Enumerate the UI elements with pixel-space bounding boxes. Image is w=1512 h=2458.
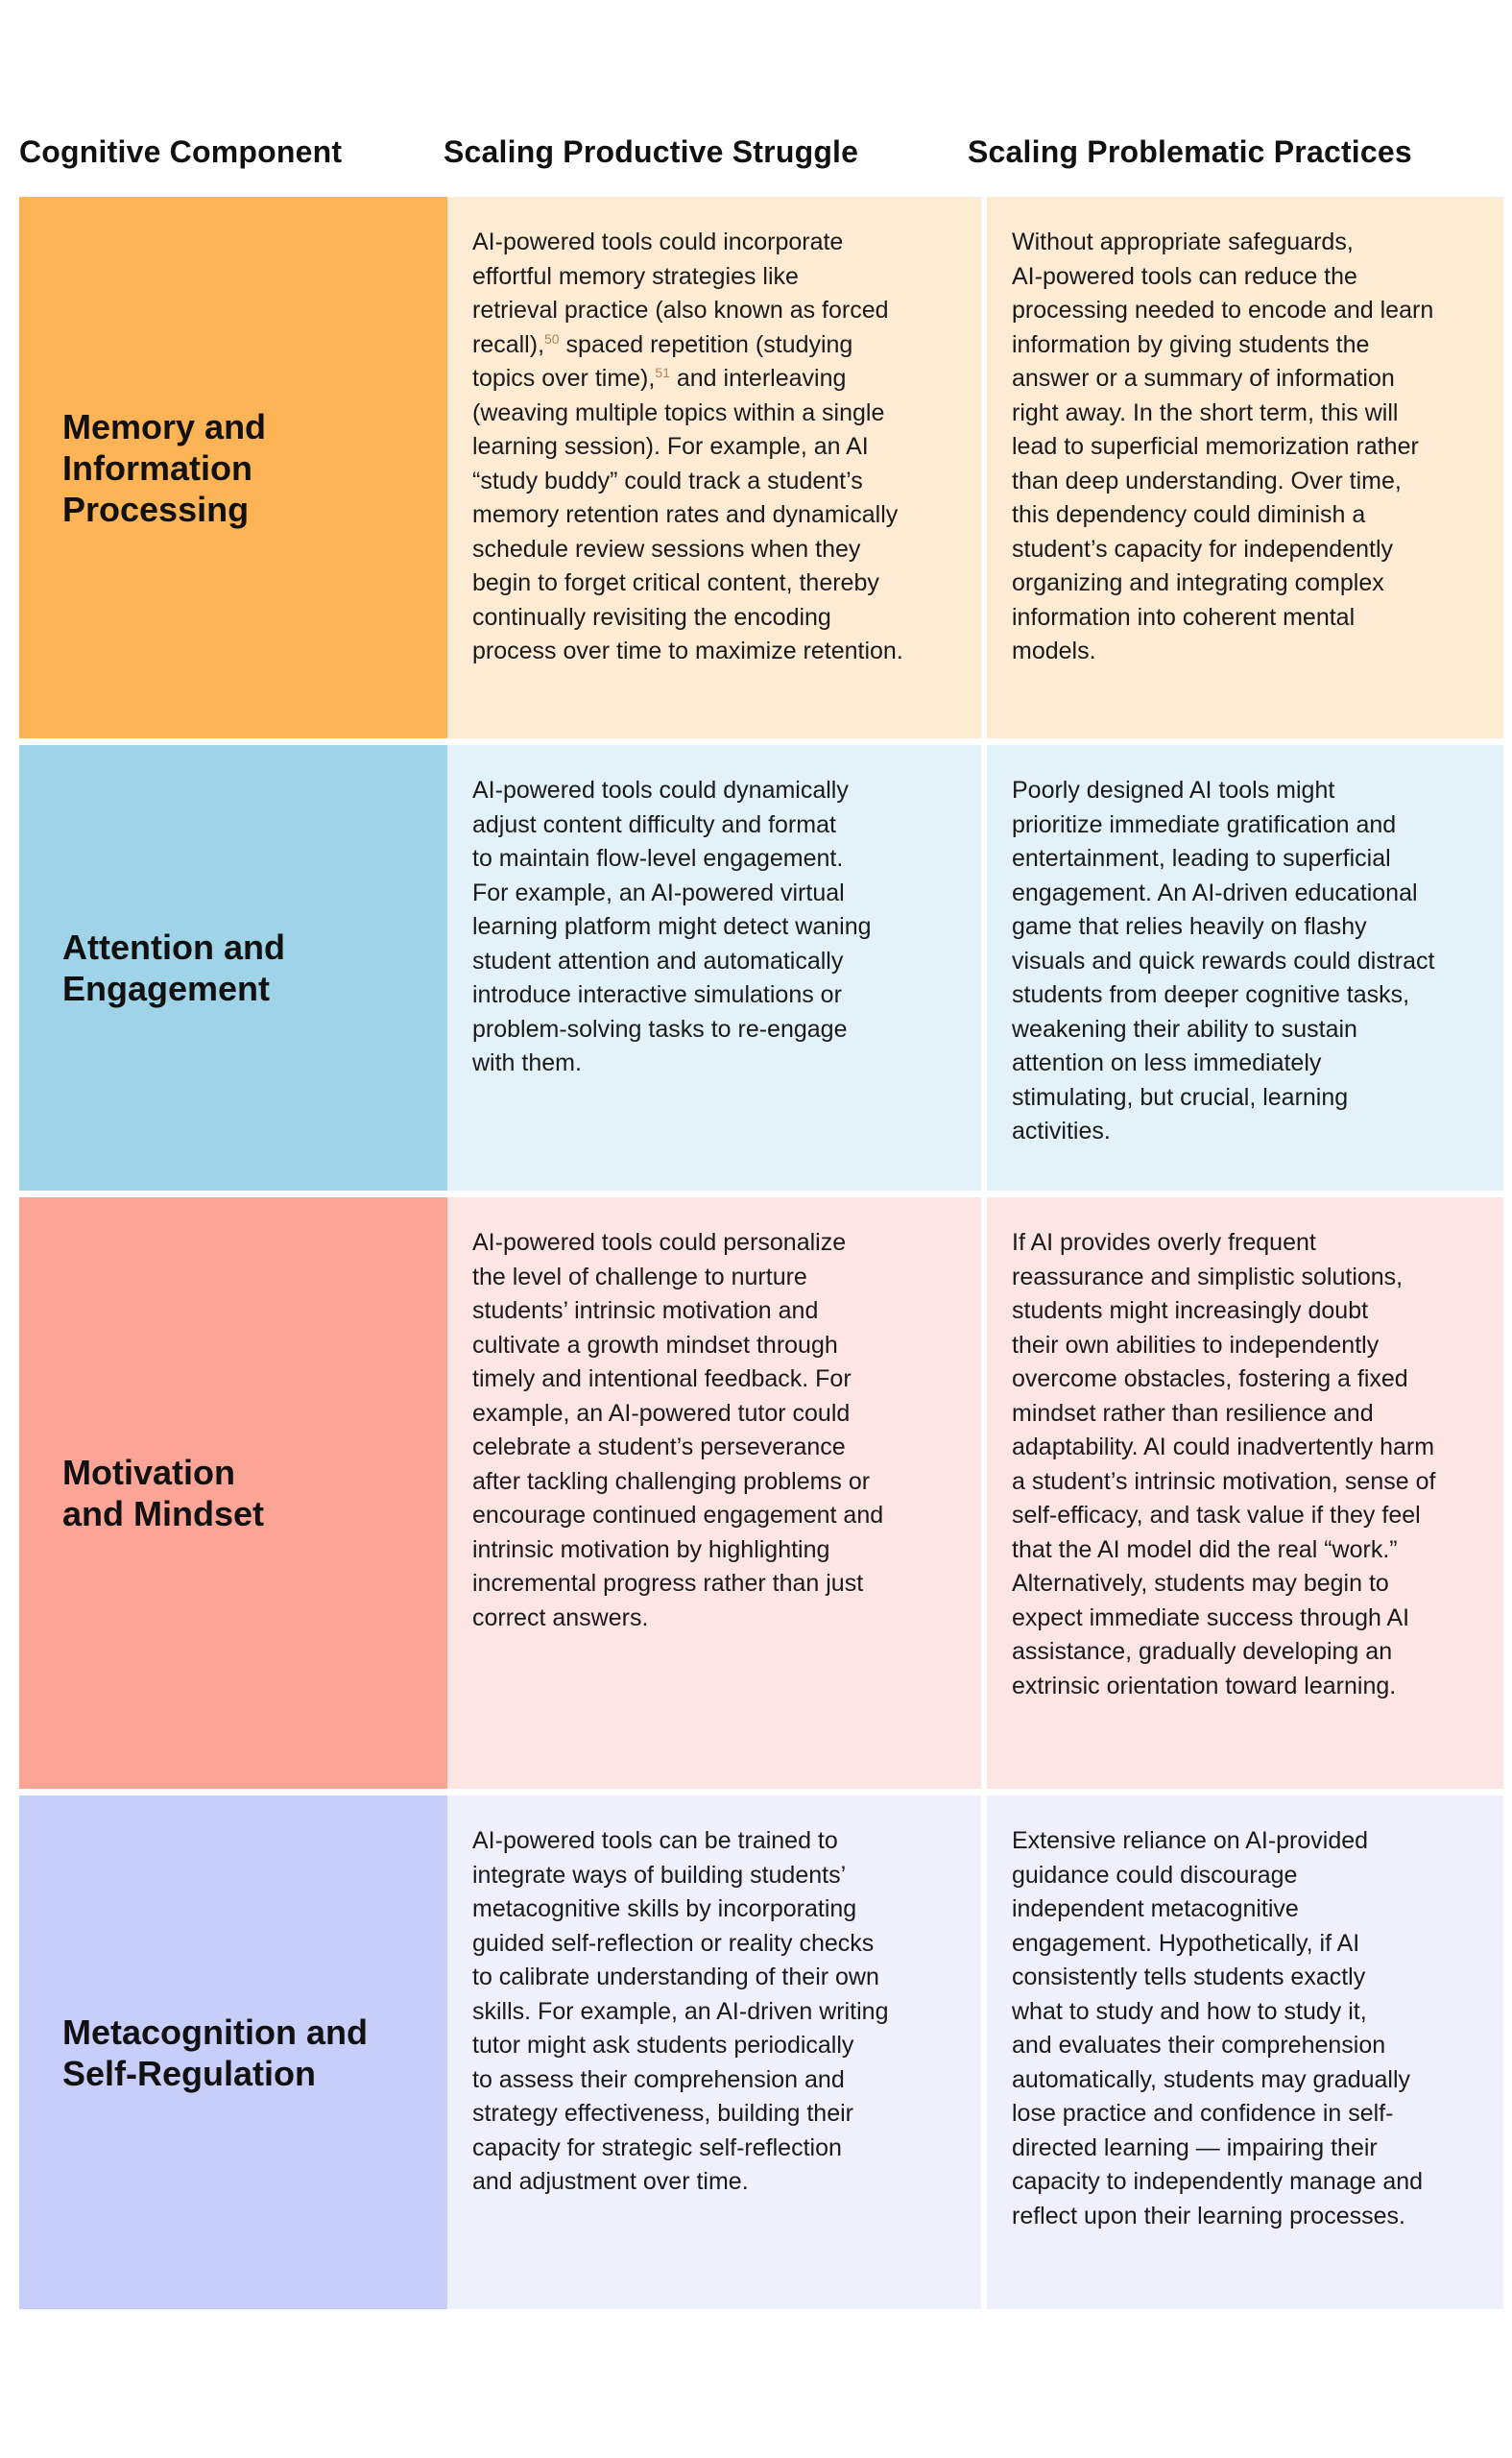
productive-struggle-text: AI-powered tools could dynamically adjust content difficulty and format to maintain flow-level engagement. For example, an AI-powered virtual learning platform might detect waning student attention and automatically introduce interactive simulations or problem-solving tasks to re-engage with them. (472, 777, 872, 1076)
productive-struggle-cell (447, 745, 981, 1191)
footnote-ref[interactable]: 50 (544, 330, 560, 347)
table-row-attention (19, 745, 1488, 1191)
productive-struggle-cell (447, 1795, 981, 2309)
productive-struggle-text: AI-powered tools could personalize the level of challenge to nurture students’ intrinsic motivation and cultivate a growth mindset through timely and intentional feedback. For example, an AI-powered tutor could celebrate a student’s perseverance after tackling challenging problems or encourage continued engagement and intrinsic motivation by highlighting incremental progress rather than just correct answers. (472, 1229, 884, 1631)
component-cell (19, 197, 447, 738)
productive-struggle-cell (447, 1197, 981, 1789)
component-label: Attention and Engagement (62, 928, 285, 1008)
problematic-practices-text: Without appropriate safeguards, AI-powered tools can reduce the processing needed to encode and learn information by giving students the answer or a summary of information right away. In the short term, this will lead to superficial memorization rather than deep understanding. Over time, this dependency could diminish a student’s capacity for independently organizing and integrating complex information into coherent mental models. (1012, 229, 1434, 664)
header-cognitive-component: Cognitive Component (19, 134, 343, 169)
problematic-practices-cell (987, 1197, 1503, 1789)
productive-struggle-text: AI-powered tools could incorporate effortful memory strategies like retrieval practice (also known as forced recall),$^{50}$ spaced repetition (studying topics over time),$^{51}$ and interleaving (weaving multiple topics within a single learning session). For example, an AI “study buddy” could track a student’s memory retention rates and dynamically schedule review sessions when they begin to forget critical content, thereby continually revisiting the encoding process over time to maximize retention. (472, 229, 903, 664)
component-cell (19, 745, 447, 1191)
comparison-table (19, 134, 1488, 2316)
component-label: Memory and Information Processing (62, 406, 267, 529)
problematic-practices-text: If AI provides overly frequent reassurance and simplistic solutions, students might increasingly doubt their own abilities to independently overcome obstacles, fostering a fixed mindset rather than resilience and adaptability. AI could inadvertently harm a student’s intrinsic motivation, sense of self-efficacy, and task value if they feel that the AI model did the real “work.” Alternatively, students may begin to expect immediate success through AI assistance, gradually developing an extrinsic orientation toward learning. (1012, 1229, 1436, 1699)
productive-struggle-cell (447, 197, 981, 738)
problematic-practices-text: Extensive reliance on AI-provided guidance could discourage independent metacognitive engagement. Hypothetically, if AI consistently tells students exactly what to study and how to study it, and evaluates their comprehension automatically, students may gradually lose practice and confidence in self- directed learning — impairing their capacity to independently manage and reflect upon their learning processes. (1012, 1827, 1424, 2229)
problematic-practices-text: Poorly designed AI tools might prioritize immediate gratification and entertainment, leading to superficial engagement. An AI-driven educational game that relies heavily on flashy visuals and quick rewards could distract students from deeper cognitive tasks, weakening their ability to sustain attention on less immediately stimulating, but crucial, learning activities. (1012, 777, 1435, 1145)
table-row-memory (19, 197, 1488, 738)
productive-struggle-text: AI-powered tools can be trained to integrate ways of building students’ metacognitive skills by incorporating guided self-reflection or reality checks to calibrate understanding of their own skills. For example, an AI-driven writing tutor might ask students periodically to assess their comprehension and strategy effectiveness, building their capacity for strategic self-reflection and adjustment over time. (472, 1827, 889, 2195)
problematic-practices-cell (987, 745, 1503, 1191)
component-cell (19, 1197, 447, 1789)
component-label: Motivation and Mindset (62, 1453, 265, 1533)
problematic-practices-cell (987, 1795, 1503, 2309)
footnote-ref[interactable]: 51 (655, 365, 670, 380)
header-scaling-productive-struggle: Scaling Productive Struggle (444, 134, 859, 169)
component-label: Metacognition and Self-Regulation (62, 2012, 368, 2093)
header-scaling-problematic-practices: Scaling Problematic Practices (968, 134, 1412, 169)
problematic-practices-cell (987, 197, 1503, 738)
table-header-row (19, 134, 1488, 197)
component-cell (19, 1795, 447, 2309)
table-row-metacognition (19, 1795, 1488, 2309)
table-row-motivation (19, 1197, 1488, 1789)
